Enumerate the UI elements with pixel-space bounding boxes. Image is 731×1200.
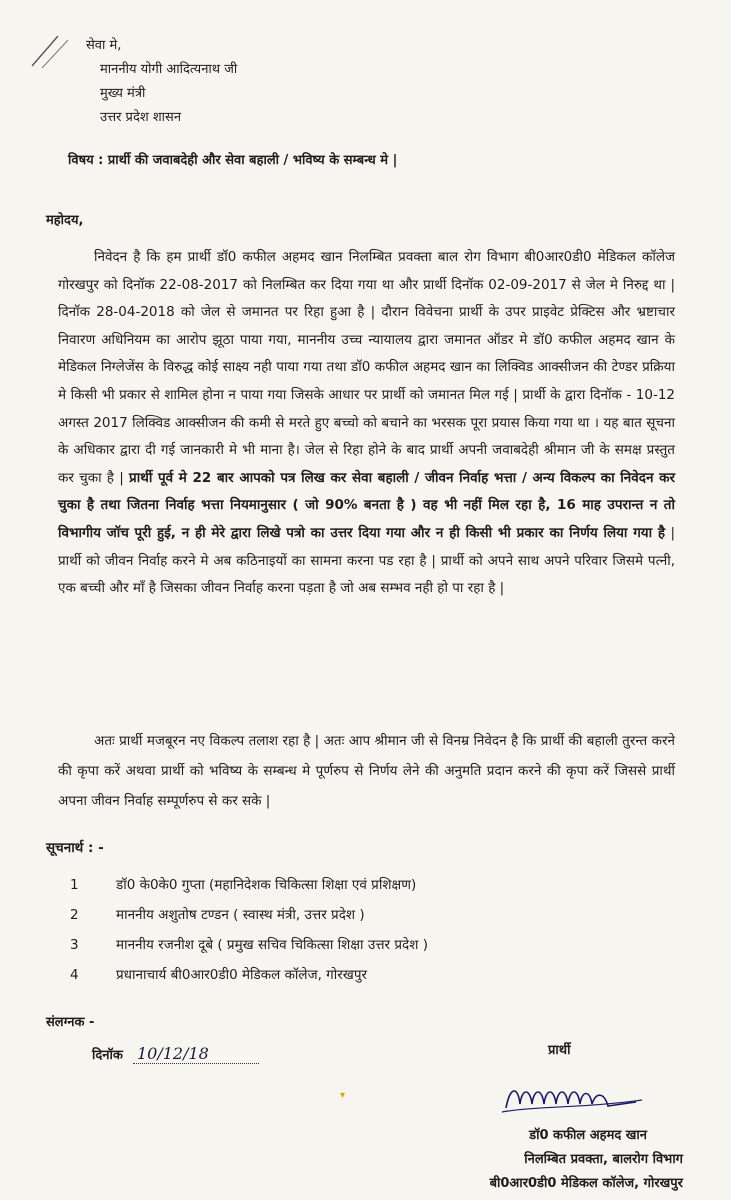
greeting: महोदय, xyxy=(46,213,84,228)
cc-item-number: 3 xyxy=(70,937,79,953)
addressee-block xyxy=(86,34,238,130)
signatory-institution: बी0आर0डी0 मेडिकल कॉलेज, गोरखपुर xyxy=(489,1176,683,1191)
para2-text: अतः प्रार्थी मजबूरन नए विकल्प तलाश रहा है | अतः आप श्रीमान जी से विनम्र निवेदन है कि प्रार्थी की बहाली तुरन्त करने की कृपा करें अथवा प्रार्थी को भविष्य के सम्बन्ध मे पूर्णरुप से निर्णय लेने की अनुमति प्रदान करने की कृपा करें जिससे प्रार्थी अपना जीवन निर्वाह सम्पूर्णरुप से कर सके | xyxy=(58,733,675,809)
cc-item-number: 4 xyxy=(70,967,79,983)
cc-item-text: माननीय अशुतोष टण्डन ( स्वास्थ मंत्री, उत्तर प्रदेश ) xyxy=(116,907,365,923)
subject-line: विषय : प्रार्थी की जवाबदेही और सेवा बहाली / भविष्य के सम्बन्ध मे | xyxy=(68,153,398,168)
ink-dot-mark: ▾ xyxy=(340,1090,346,1101)
salutation: सेवा मे, xyxy=(86,38,122,53)
pen-stroke-mark xyxy=(28,30,88,70)
signatory-block xyxy=(490,1124,683,1196)
addressee-office: उत्तर प्रदेश शासन xyxy=(100,110,182,125)
applicant-label: प्रार्थी xyxy=(548,1043,571,1058)
para1-text-a: निवेदन है कि हम प्रार्थी डॉ0 कफील अहमद खान निलम्बित प्रवक्ता बाल रोग विभाग बी0आर0डी0 मेडिकल कॉलेज गोरखपुर को दिनॉक 22-08-2017 को निलम्बित कर दिया गया था और प्रार्थी दिनॉक 02-09-2017 से जेल मे निरुद्द था | दिनॉक 28-04-2018 को जेल से जमानत पर रिहा हुआ है | दौरान विवेचना प्रार्थी के उपर प्राइवेट प्रेक्टिस और भ्रष्टाचार निवारण अधिनियम का आरोप झूठा पाया गया, माननीय उच्च न्यायालय द्वारा जमानत ऑडर मे डॉ0 कफील अहमद खान के मेडिकल निग्लेजेंस के विरुद्ध कोई साक्ष्य नही पाया गया तथा डॉ0 कफील अहमद खान का लिक्विड आक्सीजन की टेण्डर प्रक्रिया मे किसी भी प्रकार से शामिल होना न पाया गया जिसके आधार पर प्रार्थी को जमानत मिल गई | प्रार्थी के द्वारा दिनॉक - 10-12 अगस्त 2017 लिक्विड आक्सीजन की कमी से मरते हुए बच्चो को बचाने का भरसक पूरा प्रयास किया गया था । यह बात सूचना के अधिकार द्वारा दी गई जानकारी मे भी माना है। जेल से रिहा होने के बाद प्रार्थी अपनी जवाबदेही श्रीमान जी के समक्ष प्रस्तुत कर चुका है | xyxy=(58,249,675,486)
body-paragraph-1 xyxy=(58,244,675,603)
signatory-designation: निलम्बित प्रवक्ता, बालरोग विभाग xyxy=(524,1152,683,1167)
cc-item xyxy=(70,932,428,962)
signatory-name: डॉ0 कफील अहमद खान xyxy=(529,1128,647,1143)
cc-list xyxy=(70,872,428,992)
body-paragraph-2 xyxy=(58,726,675,816)
handwritten-signature xyxy=(496,1078,646,1122)
date-row xyxy=(92,1044,259,1064)
cc-label: सूचनार्थ : - xyxy=(46,840,104,856)
cc-item-text: माननीय रजनीश दूबे ( प्रमुख सचिव चिकित्सा शिक्षा उत्तर प्रदेश ) xyxy=(116,937,428,953)
addressee-title: मुख्य मंत्री xyxy=(100,86,146,101)
cc-item xyxy=(70,962,428,992)
para1-text-c: | प्रार्थी को जीवन निर्वाह करने मे अब कठिनाइयों का सामना करना पड रहा है | प्रार्थी को अपने साथ अपने परिवार जिसमे पत्नी, एक बच्ची और माँ है जिसका जीवन निर्वाह करना पड़ता है जो अब सम्भव नही हो पा रहा है | xyxy=(58,524,676,597)
para1-text-bold: प्रार्थी पूर्व मे 22 बार आपको पत्र लिख कर सेवा बहाली / जीवन निर्वाह भत्ता / अन्य विकल्प का निवेदन कर चुका है तथा जितना निर्वाह भत्ता नियमानुसार ( जो 90% बनता है ) वह भी नहीं मिल रहा है, 16 माह उपरान्त न तो विभागीय जॉच पूरी हुई, न ही मेरे द्वारा लिखे पत्रो का उत्तर दिया गया और न ही किसी भी प्रकार का निर्णय लिया गया है xyxy=(58,469,675,541)
enclosure-label: संलग्नक - xyxy=(46,1015,95,1030)
cc-item xyxy=(70,902,428,932)
date-value: 10/12/18 xyxy=(133,1044,259,1064)
addressee-name: माननीय योगी आदित्यनाथ जी xyxy=(100,62,238,77)
cc-item-text: प्रधानाचार्य बी0आर0डी0 मेडिकल कॉलेज, गोरखपुर xyxy=(116,967,368,983)
cc-item-number: 2 xyxy=(70,907,79,923)
date-label: दिनॉक xyxy=(92,1048,123,1063)
cc-item-text: डॉ0 के0के0 गुप्ता (महानिदेशक चिकित्सा शिक्षा एवं प्रशिक्षण) xyxy=(116,877,417,893)
cc-item-number: 1 xyxy=(70,877,79,893)
cc-item xyxy=(70,872,428,902)
